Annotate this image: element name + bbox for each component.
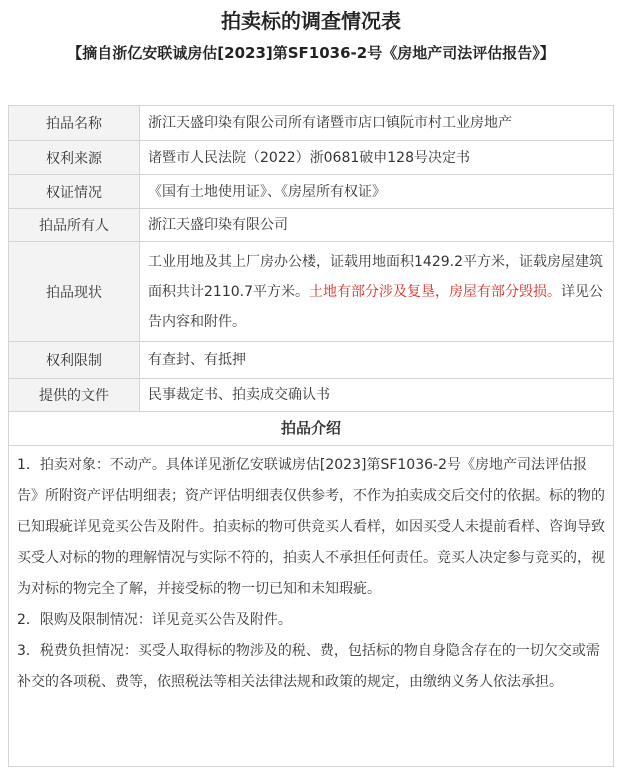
- row-value: 民事裁定书、拍卖成交确认书: [140, 379, 614, 412]
- table-row: [9, 106, 614, 141]
- intro-item: 2．限购及限制情况：详见竞买公告及附件。: [17, 612, 292, 628]
- intro-item: 1．拍卖对象：不动产。具体详见浙亿安联诚房估[2023]第SF1036-2号《房地产司法评估报告》所附资产评估明细表；资产评估明细表仅供参考，不作为拍卖成交后交付的依据。标的物的已知瑕疵详见竞买公告及附件。拍卖标的物可供竞买人看样，如因买受人未提前看样、咨询导致买受人对标的物的理解情况与实际不符的，拍卖人不承担任何责任。竞买人决定参与竞买的，视为对标的物完全了解，并接受标的物一切已知和未知瑕疵。: [17, 457, 605, 597]
- info-table: [8, 105, 614, 412]
- intro-item: 3．税费负担情况：买受人取得标的物涉及的税、费，包括标的物自身隐含存在的一切欠交或需补交的各项税、费等，依照税法等相关法律法规和政策的规定，由缴纳义务人依法承担。: [17, 643, 600, 690]
- row-value: [140, 242, 614, 342]
- intro-body: [9, 446, 613, 698]
- row-value: 浙江天盛印染有限公司: [140, 209, 614, 242]
- page-title: 拍卖标的调查情况表: [221, 9, 401, 33]
- table-row: [9, 342, 614, 379]
- row-label: 拍品名称: [9, 106, 140, 141]
- intro-heading: 拍品介绍: [9, 411, 613, 446]
- row-value: 诸暨市人民法院（2022）浙0681破申128号决定书: [140, 141, 614, 175]
- row-label: 拍品所有人: [9, 209, 140, 242]
- status-text: 工业用地及其上厂房办公楼，证载用地面积1429.2平方米，证载房屋建筑面积共计2110.7平方米。: [148, 253, 603, 300]
- row-label: 权利限制: [9, 342, 140, 379]
- row-label: 权利来源: [9, 141, 140, 175]
- table-row: [9, 209, 614, 242]
- table-row: [9, 242, 614, 342]
- row-label: 拍品现状: [9, 242, 140, 342]
- table-row: [9, 141, 614, 175]
- status-note-text: 详见公告内容和附件。: [148, 283, 603, 330]
- row-value: 浙江天盛印染有限公司所有诸暨市店口镇阮市村工业房地产: [140, 106, 614, 141]
- row-label: 权证情况: [9, 175, 140, 209]
- status-warning-text: 土地有部分涉及复垦，房屋有部分毁损。: [309, 283, 561, 300]
- page-subtitle: 【摘自浙亿安联诚房估[2023]第SF1036-2号《房地产司法评估报告》】: [67, 44, 555, 62]
- row-value: 有查封、有抵押: [140, 342, 614, 379]
- intro-section: [8, 411, 614, 767]
- table-row: [9, 175, 614, 209]
- table-row: [9, 379, 614, 412]
- row-value: 《国有土地使用证》、《房屋所有权证》: [140, 175, 614, 209]
- row-label: 提供的文件: [9, 379, 140, 412]
